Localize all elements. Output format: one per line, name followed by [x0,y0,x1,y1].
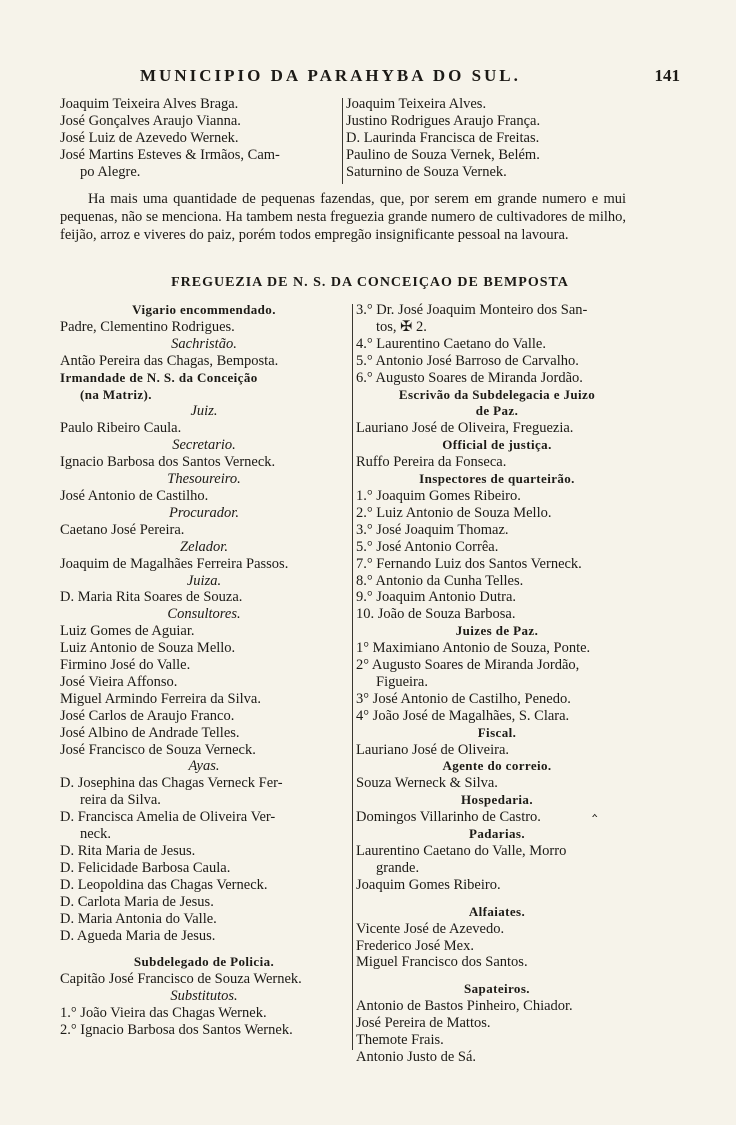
heading-subdelegado: Subdelegado de Policia. [133,954,275,970]
entry: grande. [376,859,420,876]
entry: 1.° Joaquim Gomes Ribeiro. [356,487,521,504]
entry: Caetano José Pereira. [60,521,185,538]
heading-agente: Agente do correio. [442,758,552,774]
entry: D. Felicidade Barbosa Caula. [60,859,231,876]
entry: Antonio de Bastos Pinheiro, Chiador. [356,998,573,1015]
section-title: FREGUEZIA DE N. S. DA CONCEIÇAO DE BEMPOSTA [171,275,569,290]
entry: 6.° Augusto Soares de Miranda Jordão. [356,369,583,386]
entry: D. Leopoldina das Chagas Verneck. [60,876,268,893]
heading-zelador: Zelador. [180,538,228,555]
heading-irmandade-cont: (na Matriz). [80,386,152,402]
entry: Capitão José Francisco de Souza Wernek. [60,971,302,988]
heading-sachristao: Sachristão. [171,335,237,352]
entry: D. Carlota Maria de Jesus. [60,893,214,910]
entry: 3.° José Joaquim Thomaz. [356,521,509,538]
entry: reira da Silva. [80,792,161,809]
entry: Joaquim Gomes Ribeiro. [356,876,501,893]
entry: Frederico José Mex. [356,937,474,954]
entry: D. Maria Rita Soares de Souza. [60,589,243,606]
list-item: D. Laurinda Francisca de Freitas. [346,129,540,146]
list-item: Joaquim Teixeira Alves Braga. [60,96,239,112]
entry: 10. João de Souza Barbosa. [356,606,516,623]
heading-substitutos: Substitutos. [170,988,238,1005]
list-item: Justino Rodrigues Araujo França. [346,112,541,129]
entry: Figueira. [376,673,428,690]
entry: Joaquim de Magalhães Ferreira Passos. [60,555,289,572]
column-divider [352,304,353,1050]
entry: Ignacio Barbosa dos Santos Verneck. [60,454,276,471]
entry: Lauriano José de Oliveira. [356,741,510,758]
entry: Luiz Antonio de Souza Mello. [60,640,236,657]
entry: José Carlos de Araujo Franco. [60,707,235,724]
entry: Vicente José de Azevedo. [356,920,505,937]
heading-official: Official de justiça. [442,437,552,453]
entry: Miguel Armindo Ferreira da Silva. [60,690,261,707]
list-item: José Gonçalves Araujo Vianna. [60,112,241,129]
heading-irmandade: Irmandade de N. S. da Conceição [60,369,258,385]
entry: D. Josephina das Chagas Verneck Fer- [60,775,283,792]
list-item: Joaquim Teixeira Alves. [346,96,487,112]
entry: Antão Pereira das Chagas, Bemposta. [60,352,279,369]
entry: José Vieira Affonso. [60,673,178,690]
entry: 4° João José de Magalhães, S. Clara. [356,707,570,724]
top-left-list [60,96,340,181]
entry: Domingos Villarinho de Castro. [356,809,541,826]
entry: Antonio Justo de Sá. [356,1048,477,1065]
entry: Padre, Clementino Rodrigues. [60,318,235,335]
heading-escrivao: Escrivão da Subdelegacia e Juizo [398,386,596,402]
heading-escrivao-cont: de Paz. [475,403,519,419]
entry: José Francisco de Souza Verneck. [60,741,256,758]
entry: 3° José Antonio de Castilho, Penedo. [356,690,571,707]
entry: 5.° José Antonio Corrêa. [356,538,499,555]
heading-thesoureiro: Thesoureiro. [167,471,241,488]
entry: 3.° Dr. José Joaquim Monteiro dos San- [356,302,588,318]
entry: José Albino de Andrade Telles. [60,724,240,741]
heading-juizes: Juizes de Paz. [455,623,539,639]
page-number: 141 [654,66,680,85]
entry: tos, ✠ 2. [376,318,427,335]
top-right-list [346,96,636,181]
pencil-mark: ‸ [592,798,598,817]
list-item: po Alegre. [80,163,141,180]
entry: José Pereira de Mattos. [356,1015,491,1032]
entry: 2.° Luiz Antonio de Souza Mello. [356,504,552,521]
entry: 4.° Laurentino Caetano do Valle. [356,335,546,352]
header-title: MUNICIPIO DA PARAHYBA DO SUL. [140,66,521,85]
heading-inspectores: Inspectores de quarteirão. [419,471,575,487]
entry: Souza Werneck & Silva. [356,775,498,792]
column-divider [342,98,343,184]
list-item: Saturnino de Souza Vernek. [346,163,507,180]
entry: neck. [80,826,111,843]
page-header [60,66,680,96]
heading-consultores: Consultores. [167,606,241,623]
entry: 7.° Fernando Luiz dos Santos Verneck. [356,555,582,572]
list-item: Paulino de Souza Vernek, Belém. [346,146,540,163]
heading-sapateiros: Sapateiros. [464,981,530,997]
entry: 8.° Antonio da Cunha Telles. [356,572,524,589]
entry: D. Rita Maria de Jesus. [60,843,196,859]
entry: Paulo Ribeiro Caula. [60,420,182,437]
right-column [356,302,638,1066]
heading-ayas: Ayas. [188,758,220,775]
heading-procurador: Procurador. [169,504,239,521]
entry: D. Maria Antonia do Valle. [60,910,217,927]
entry: 2° Augusto Soares de Miranda Jordão, [356,657,580,674]
entry: José Antonio de Castilho. [60,487,209,504]
heading-padarias: Padarias. [469,826,525,842]
entry: Themote Frais. [356,1032,444,1049]
left-column [60,302,348,1039]
entry: D. Francisca Amelia de Oliveira Ver- [60,809,276,826]
entry: Lauriano José de Oliveira, Freguezia. [356,420,574,437]
entry: Laurentino Caetano do Valle, Morro [356,843,567,859]
entry: 5.° Antonio José Barroso de Carvalho. [356,352,579,369]
entry: 2.° Ignacio Barbosa dos Santos Wernek. [60,1022,293,1039]
entry: D. Agueda Maria de Jesus. [60,927,216,944]
entry: Miguel Francisco dos Santos. [356,954,528,971]
entry: Luiz Gomes de Aguiar. [60,623,195,640]
list-item: José Luiz de Azevedo Wernek. [60,129,239,146]
entry: 9.° Joaquim Antonio Dutra. [356,589,517,606]
heading-vigario: Vigario encommendado. [132,302,276,317]
entry: Firmino José do Valle. [60,657,191,674]
body-paragraph: Ha mais uma quantidade de pequenas fazendas, que, por serem em grande numero e mui pequenas, não se menciona. Ha tambem nesta freguezia grande numero de cultivadores de milho, feijão, arroz e viveres do paiz, porém todos empregão insignificante pessoal na lavoura. [60,191,626,243]
entry: 1° Maximiano Antonio de Souza, Ponte. [356,640,591,657]
entry: Ruffo Pereira da Fonseca. [356,454,507,471]
heading-hospedaria: Hospedaria. [461,792,533,808]
heading-juiz: Juiz. [190,403,218,420]
heading-alfaiates: Alfaiates. [468,903,526,919]
heading-juiza: Juiza. [186,572,222,589]
list-item: José Martins Esteves & Irmãos, Cam- [60,146,280,163]
heading-secretario: Secretario. [172,437,236,454]
heading-fiscal: Fiscal. [477,724,517,740]
entry: 1.° João Vieira das Chagas Wernek. [60,1005,267,1022]
